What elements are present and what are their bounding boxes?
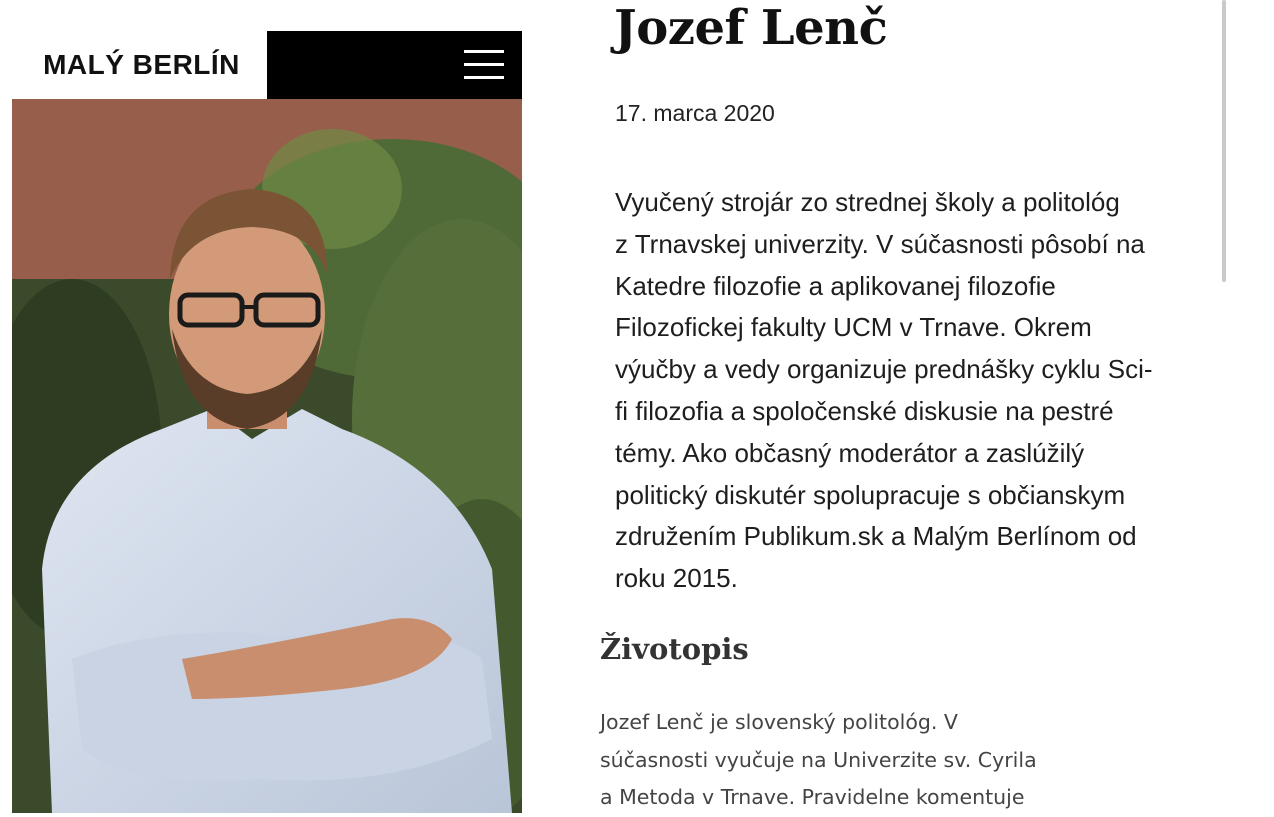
- scrollbar[interactable]: [1222, 0, 1226, 282]
- bio-line: roku 2015.: [615, 563, 738, 594]
- bio-paragraph: [615, 182, 1215, 600]
- bio-line: Filozofickej fakulty UCM v Trnave. Okrem: [615, 312, 1092, 343]
- bio-line: združením Publikum.sk a Malým Berlínom od: [615, 521, 1137, 552]
- bio-line: z Trnavskej univerzity. V súčasnosti pôsobí na: [615, 228, 1145, 259]
- bio-line: Vyučený strojár zo strednej školy a politológ: [615, 187, 1120, 217]
- cv-line: Jozef Lenč je slovenský politológ. V: [600, 710, 958, 734]
- bio-line: výučby a vedy organizuje prednášky cyklu Sci-: [615, 354, 1153, 385]
- bio-line: Katedre filozofie a aplikovanej filozofie: [615, 270, 1056, 301]
- hamburger-menu-icon[interactable]: [464, 50, 504, 80]
- page-title: Jozef Lenč: [614, 0, 888, 56]
- site-name: MALÝ BERLÍN: [43, 49, 240, 80]
- cv-heading: Životopis: [600, 632, 749, 666]
- header-menu-bar: [267, 31, 522, 99]
- cv-paragraph: [600, 704, 1050, 817]
- bio-line: témy. Ako občasný moderátor a zaslúžilý: [615, 437, 1085, 468]
- bio-line: politický diskutér spolupracuje s občianskym: [615, 479, 1126, 510]
- publish-date: 17. marca 2020: [615, 100, 775, 126]
- bio-line: fi filozofia a spoločenské diskusie na pestré: [615, 395, 1114, 426]
- portrait-photo: [12, 99, 522, 813]
- cv-line: súčasnosti vyučuje na Univerzite sv. Cyrila: [600, 747, 1037, 772]
- site-logo[interactable]: [12, 31, 267, 99]
- cv-line: a Metoda v Trnave. Pravidelne komentuje: [600, 785, 1025, 809]
